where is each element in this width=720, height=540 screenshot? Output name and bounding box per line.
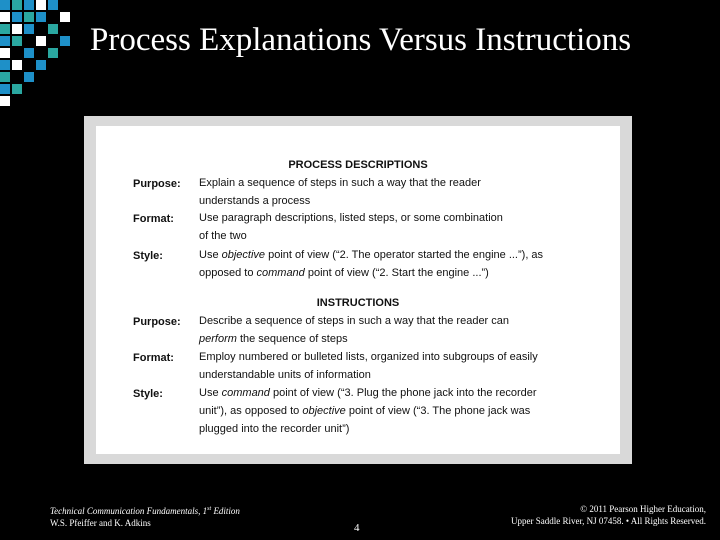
figure-panel xyxy=(84,116,632,464)
process-format-label: Format: xyxy=(133,213,174,225)
instructions-format-label: Format: xyxy=(133,352,174,364)
process-format-text: Use paragraph descriptions, listed steps, or some combination of the two xyxy=(199,212,503,242)
footer-book-credit: Technical Communication Fundamentals, 1st Edition W.S. Pfeiffer and K. Adkins xyxy=(50,506,240,528)
page-number: 4 xyxy=(354,522,360,534)
instructions-style-label: Style: xyxy=(133,388,163,400)
instructions-style-text: Use command point of view (“3. Plug the phone jack into the recorder unit”), as opposed to objective point of view (“3. The phone jack was plugged into the recorder unit”) xyxy=(199,387,537,435)
instructions-purpose-label: Purpose: xyxy=(133,316,181,328)
footer-copyright: © 2011 Pearson Higher Education, Upper Saddle River, NJ 07458. • All Rights Reserved. xyxy=(510,504,706,526)
process-purpose-text: Explain a sequence of steps in such a way that the reader understands a process xyxy=(199,177,481,207)
process-style-label: Style: xyxy=(133,250,163,262)
slide-title: Process Explanations Versus Instructions xyxy=(90,22,632,58)
corner-mosaic-decoration xyxy=(0,0,80,110)
process-style-text: Use objective point of view (“2. The operator started the engine ...”), as opposed to command point of view (“2. Start the engine ...”) xyxy=(199,249,544,279)
process-purpose-label: Purpose: xyxy=(133,178,181,190)
instructions-heading: INSTRUCTIONS xyxy=(316,297,400,309)
instructions-purpose-text: Describe a sequence of steps in such a way that the reader can perform the sequence of steps xyxy=(199,315,510,345)
process-descriptions-heading: PROCESS DESCRIPTIONS xyxy=(288,159,428,171)
comparison-table xyxy=(96,126,620,454)
instructions-format-text: Employ numbered or bulleted lists, organized into subgroups of easily understandable units of information xyxy=(199,351,538,381)
